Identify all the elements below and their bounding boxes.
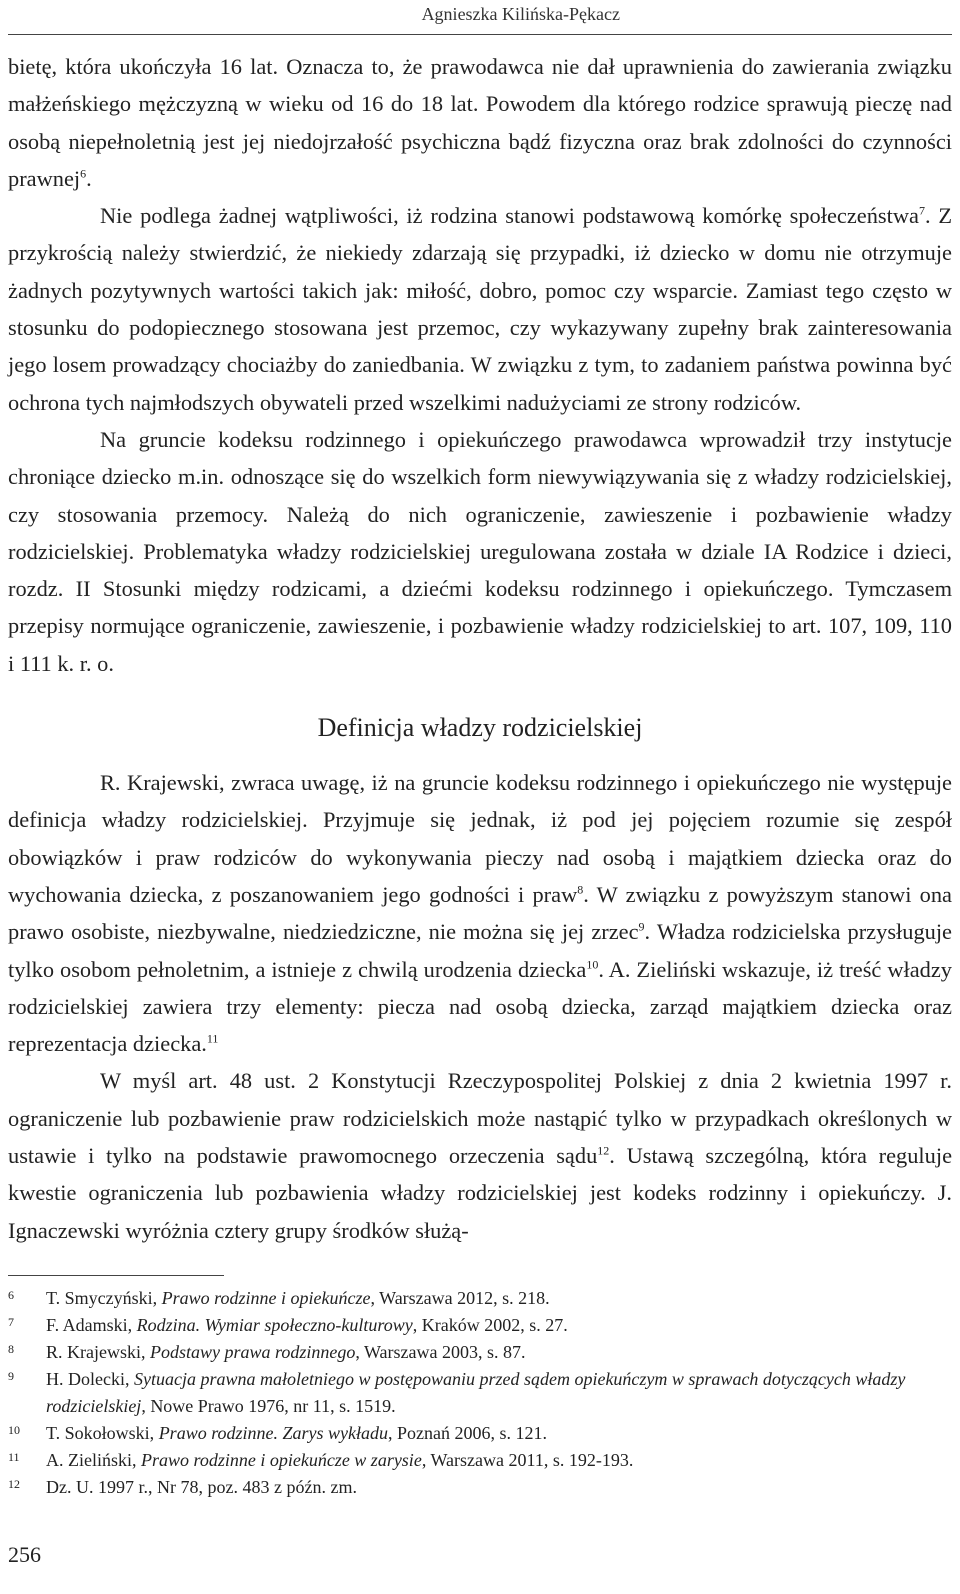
- text-run: .: [86, 165, 92, 191]
- italic-title: Sytuacja prawna małoletniego w postępowaniu przed sądem opiekuńczym w sprawach dotyczących władzy rodzicielskiej: [46, 1369, 906, 1416]
- text-run: T. Smyczyński,: [46, 1288, 162, 1308]
- body-paragraphs-2: [8, 764, 952, 1249]
- text-run: A. Zieliński,: [46, 1450, 141, 1470]
- footnote-number: 11: [8, 1450, 20, 1464]
- footnote-ref: 8: [577, 882, 584, 897]
- header-rule: [8, 34, 952, 35]
- text-run: . Z przykrością należy stwierdzić, że niekiedy zdarzają się przypadki, iż dziecko w domu nie otrzymuje żadnych pozytywnych wartości takich jak: miłość, dobro, pomoc czy wsparcie. Zamiast tego często w stosunku do podopiecznego stosowana jest przemoc, czy wykazywany zupełny brak zainteresowania jego losem prowadzący chociażby do zaniedbania. W związku z tym, to zadaniem państwa powinna być ochrona tych najmłodszych obywateli przed wszelkimi nadużyciami ze strony rodziców.: [8, 203, 952, 415]
- footnote-rule: [8, 1275, 224, 1276]
- paragraph: [8, 48, 952, 197]
- footnote: [8, 1312, 942, 1339]
- text-run: . A. Zieliński wskazuje, iż treść władzy rodzicielskiej zawiera trzy elementy: piecza nad osobą dziecka, zarząd majątkiem dziecka oraz reprezentacja dziecka.: [8, 956, 952, 1057]
- text-run: , Warszawa 2003, s. 87.: [355, 1342, 526, 1362]
- footnote: [8, 1285, 942, 1312]
- paragraph: [8, 764, 952, 1062]
- footnote: [8, 1420, 942, 1447]
- footnote-ref: 7: [918, 203, 925, 218]
- text-run: . Ustawą szczególną, która reguluje kwestie ograniczenia lub pozbawienia władzy rodzicielskiej jest kodeks rodzinny i opiekuńczy. J. Ignaczewski wyróżnia cztery grupy środków służą-: [8, 1143, 953, 1243]
- text-run: , Nowe Prawo 1976, nr 11, s. 1519.: [141, 1396, 396, 1416]
- italic-title: Prawo rodzinne. Zarys wykładu: [158, 1423, 389, 1443]
- text-run: F. Adamski,: [46, 1315, 137, 1335]
- footnote: [8, 1366, 942, 1420]
- running-header: [0, 4, 960, 30]
- section-heading: Definicja władzy rodzicielskiej: [317, 713, 643, 743]
- footnote-number: 10: [8, 1423, 20, 1437]
- footnote-number: 6: [8, 1288, 14, 1302]
- footnote-ref: 9: [638, 919, 645, 934]
- text-run: , Kraków 2002, s. 27.: [412, 1315, 568, 1335]
- italic-title: Prawo rodzinne i opiekuńcze: [161, 1288, 371, 1308]
- text-run: . W związku z powyższym stanowi ona prawo osobiste, niezbywalne, niedziedziczne, nie można się jej zrzec: [8, 881, 952, 945]
- text-run: T. Sokołowski,: [46, 1423, 159, 1443]
- text-run: Nie podlega żadnej wątpliwości, iż rodzina stanowi podstawową komórkę społeczeństwa: [100, 203, 919, 229]
- footnote-number: 12: [8, 1477, 20, 1491]
- footnote-ref: 12: [597, 1143, 610, 1158]
- text-run: , Warszawa 2011, s. 192-193.: [421, 1450, 634, 1470]
- text-run: bietę, która ukończyła 16 lat. Oznacza to, że prawodawca nie dał uprawnienia do zawierania związku małżeńskiego mężczyzną w wieku od 16 do 18 lat. Powodem dla którego rodzice sprawują pieczę nad osobą niepełnoletnią jest jej niedojrzałość psychiczna bądź fizyczna oraz brak zdolności do czynności prawnej: [8, 54, 952, 191]
- italic-title: Prawo rodzinne i opiekuńcze w zarysie: [141, 1450, 422, 1470]
- text-run: Dz. U. 1997 r., Nr 78, poz. 483 z późn. zm.: [46, 1477, 357, 1497]
- text-run: H. Dolecki,: [46, 1369, 134, 1389]
- footnotes: [8, 1285, 942, 1501]
- footnote-number: 7: [8, 1315, 14, 1329]
- footnote-ref: 6: [80, 166, 87, 181]
- text-run: . Władza rodzicielska przysługuje tylko osobom pełnoletnim, a istnieje z chwilą urodzenia dziecka: [8, 919, 952, 982]
- text-run: , Poznań 2006, s. 121.: [388, 1423, 548, 1443]
- paragraph: [8, 1062, 952, 1248]
- text-run: R. Krajewski,: [46, 1342, 150, 1362]
- italic-title: Rodzina. Wymiar społeczno-kulturowy: [136, 1315, 413, 1335]
- page-number: 256: [8, 1542, 41, 1567]
- text-run: Na gruncie kodeksu rodzinnego i opiekuńczego prawodawca wprowadził trzy instytucje chroniące dziecko m.in. odnoszące się do wszelkich form niewywiązywania się z władzy rodzicielskiej, czy stosowania przemocy. Należą do nich ograniczenie, zawieszenie i pozbawienie władzy rodzicielskiej. Problematyka władzy rodzicielskiej uregulowana została w dziale IA Rodzice i dzieci, rozdz. II Stosunki między rodzicami, a dziećmi kodeksu rodzinnego i opiekuńczego. Tymczasem przepisy normujące ograniczenie, zawieszenie, i pozbawienie władzy rodzicielskiej to art. 107, 109, 110 i 111 k. r. o.: [8, 426, 952, 676]
- body-paragraphs: [8, 48, 952, 682]
- header-author: Agnieszka Kilińska-Pękacz: [421, 4, 620, 24]
- footnote: [8, 1447, 942, 1474]
- paragraph: [8, 197, 952, 421]
- italic-title: Podstawy prawa rodzinnego: [149, 1342, 356, 1362]
- text-run: , Warszawa 2012, s. 218.: [370, 1288, 550, 1308]
- paragraph: [8, 421, 952, 682]
- main-text: [8, 48, 952, 1249]
- footnote-ref: 11: [206, 1031, 219, 1046]
- footnote-number: 9: [8, 1369, 14, 1383]
- footnote-number: 8: [8, 1342, 14, 1356]
- footnote: [8, 1474, 942, 1501]
- footnote: [8, 1339, 942, 1366]
- footnote-ref: 10: [586, 957, 599, 972]
- text-run: R. Krajewski, zwraca uwagę, iż na gruncie kodeksu rodzinnego i opiekuńczego nie występuje definicja władzy rodzicielskiej. Przyjmuje się jednak, iż pod jej pojęciem rozumie się zespół obowiązków i praw rodziców do wykonywania pieczy nad osobą i majątkiem dziecka oraz do wychowania dziecka, z poszanowaniem jego godności i praw: [8, 770, 952, 907]
- text-run: W myśl art. 48 ust. 2 Konstytucji Rzeczypospolitej Polskiej z dnia 2 kwietnia 1997 r. ograniczenie lub pozbawienie praw rodzicielskich może nastąpić tylko w przypadkach określonych w ustawie i tylko na podstawie prawomocnego orzeczenia sądu: [8, 1068, 952, 1169]
